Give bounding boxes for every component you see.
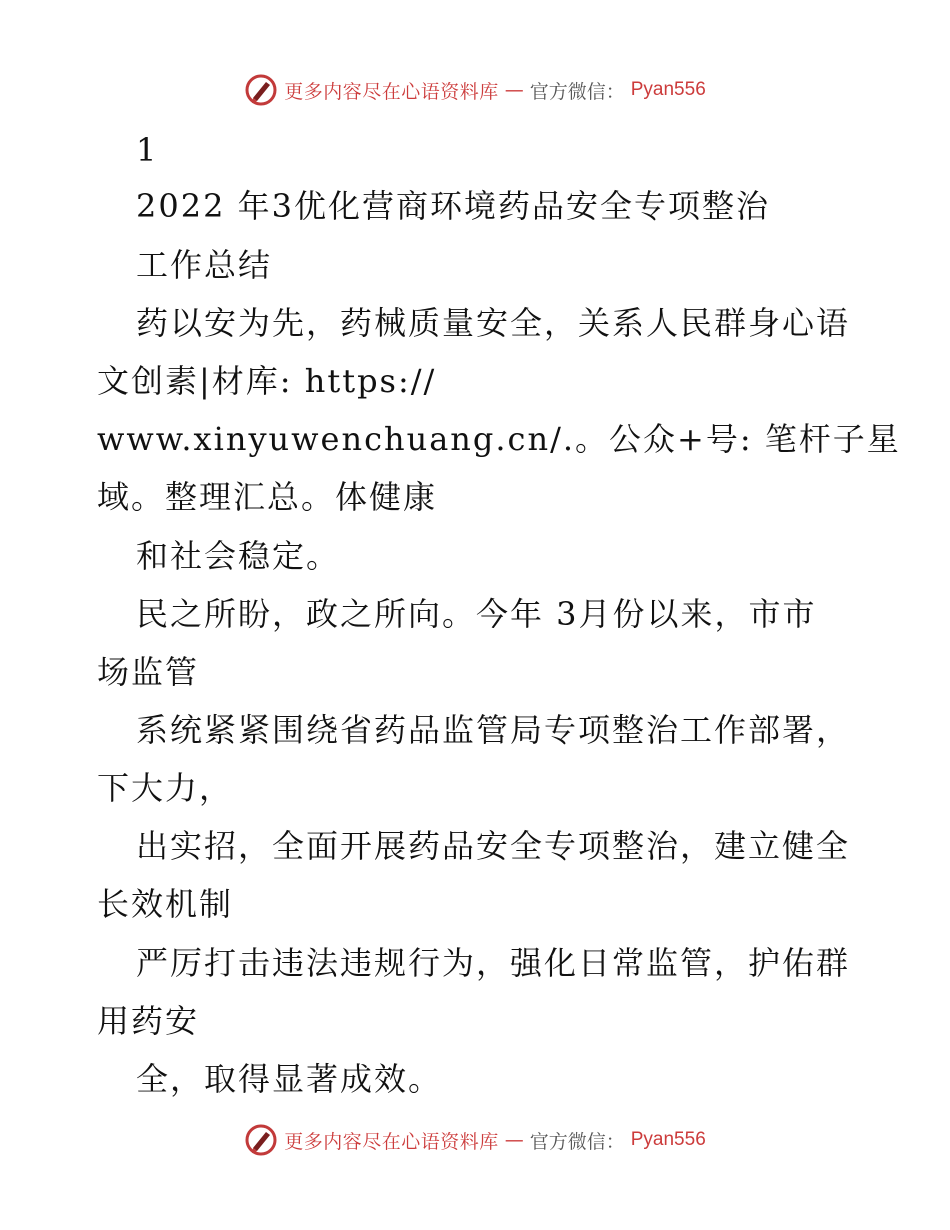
paragraph-line: 长效机制: [97, 885, 234, 923]
banner-wechat-label: 官方微信：: [529, 1130, 625, 1153]
banner-dash: —: [504, 1129, 524, 1151]
page-number: 1: [136, 131, 159, 169]
paragraph-line: 系统紧紧围绕省药品监管局专项整治工作部署，: [136, 711, 851, 749]
paragraph-line: www.xinyuwenchuang.cn/.。公众+号: 笔杆子星: [97, 420, 901, 458]
header-watermark-banner: [0, 70, 950, 110]
pen-logo-icon: [244, 73, 278, 107]
paragraph-line: 文创素|材库: https://: [97, 362, 437, 400]
paragraph-line: 出实招，全面开展药品安全专项整治，建立健全: [136, 827, 851, 865]
banner-wechat-label: 官方微信：: [529, 80, 625, 103]
banner-account: Pyan556: [630, 79, 706, 100]
footer-watermark-banner: [0, 1120, 950, 1160]
paragraph-line: 场监管: [97, 653, 200, 691]
paragraph-line: 和社会稳定。: [136, 537, 341, 575]
paragraph-line: 严厉打击违法违规行为，强化日常监管，护佑群: [136, 944, 851, 982]
doc-title-line-2: 工作总结: [136, 246, 273, 284]
banner-account: Pyan556: [630, 1129, 706, 1150]
banner-text: 更多内容尽在心语资料库: [284, 1130, 499, 1153]
banner-text: 更多内容尽在心语资料库: [284, 80, 499, 103]
doc-title-line-1: 2022 年3优化营商环境药品安全专项整治: [136, 187, 770, 225]
paragraph-line: 民之所盼，政之所向。今年 3月份以来，市市: [136, 595, 817, 633]
paragraph-line: 域。整理汇总。体健康: [97, 478, 438, 516]
paragraph-line: 全，取得显著成效。: [136, 1060, 443, 1098]
paragraph-line: 用药安: [97, 1002, 200, 1040]
pen-logo-icon: [244, 1123, 278, 1157]
paragraph-line: 药以安为先，药械质量安全，关系人民群身心语: [136, 304, 851, 342]
banner-dash: —: [504, 79, 524, 101]
paragraph-line: 下大力，: [97, 769, 234, 807]
